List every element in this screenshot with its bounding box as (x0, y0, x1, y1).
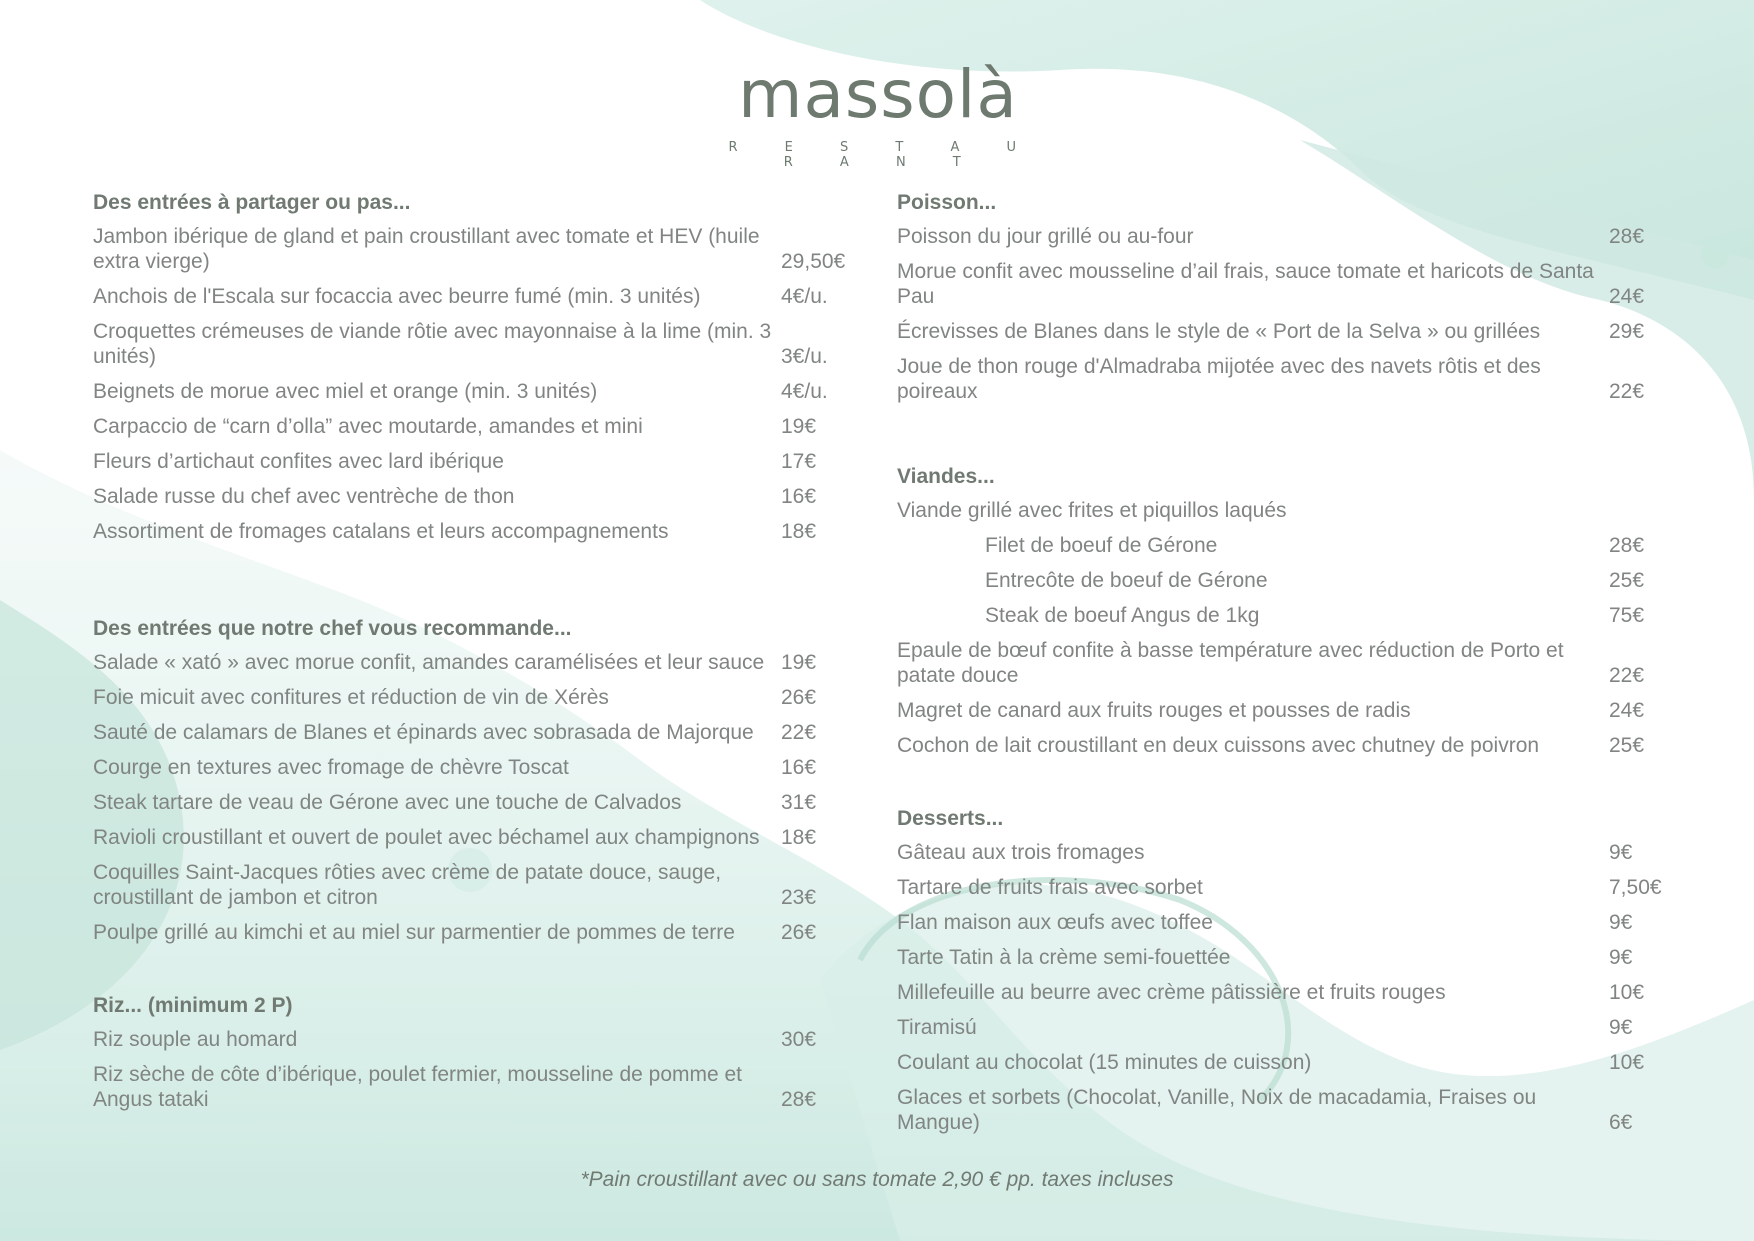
menu-item (93, 319, 853, 369)
menu-section-desserts (897, 806, 1677, 1135)
item-price: 19€ (781, 651, 817, 674)
item-price: 30€ (781, 1028, 817, 1051)
menu-item (93, 379, 853, 404)
item-name: Écrevisses de Blanes dans le style de « Port de la Selva » ou grillées (897, 320, 1541, 343)
item-price: 22€ (781, 721, 817, 744)
item-name: Cochon de lait croustillant en deux cuissons avec chutney de poivron (897, 734, 1540, 757)
footer-note: *Pain croustillant avec ou sans tomate 2,90 € pp. taxes incluses (580, 1168, 1174, 1191)
item-price: 18€ (781, 520, 817, 543)
menu-item (93, 484, 853, 509)
menu-section-chef-starters (93, 616, 853, 945)
item-price: 9€ (1609, 946, 1633, 969)
menu-item (897, 1050, 1677, 1075)
menu-item (93, 720, 853, 745)
menu-item (897, 354, 1677, 404)
section-title: Desserts... (897, 807, 1004, 830)
item-name: Joue de thon rouge d'Almadraba mijotée avec des navets rôtis et des poireaux (897, 355, 1541, 403)
item-name: Gâteau aux trois fromages (897, 841, 1145, 864)
item-name: Epaule de bœuf confite à basse température avec réduction de Porto et patate douce (897, 639, 1564, 687)
item-price: 31€ (781, 791, 817, 814)
item-name: Beignets de morue avec miel et orange (min. 3 unités) (93, 380, 598, 403)
menu-item (897, 319, 1677, 344)
menu-item (93, 414, 853, 439)
item-price: 22€ (1609, 380, 1645, 403)
item-price: 26€ (781, 686, 817, 709)
menu-item (897, 840, 1677, 865)
item-name: Entrecôte de boeuf de Gérone (985, 569, 1268, 592)
spacer (897, 768, 1677, 806)
item-name: Flan maison aux œufs avec toffee (897, 911, 1213, 934)
menu-item (93, 449, 853, 474)
item-price: 9€ (1609, 1016, 1633, 1039)
menu-subitem (897, 603, 1677, 628)
item-price: 24€ (1609, 699, 1645, 722)
item-price: 4€/u. (781, 285, 828, 308)
menu-item (897, 224, 1677, 249)
menu-item (897, 910, 1677, 935)
item-price: 16€ (781, 756, 817, 779)
menu-item (897, 259, 1677, 309)
item-price: 75€ (1609, 604, 1645, 627)
spacer (93, 955, 853, 993)
item-price: 9€ (1609, 911, 1633, 934)
item-name: Anchois de l'Escala sur focaccia avec beurre fumé (min. 3 unités) (93, 285, 701, 308)
item-price: 16€ (781, 485, 817, 508)
menu-item (93, 790, 853, 815)
item-name: Courge en textures avec fromage de chèvre Toscat (93, 756, 569, 779)
item-price: 23€ (781, 886, 817, 909)
item-price: 25€ (1609, 569, 1645, 592)
section-title: Des entrées que notre chef vous recommande... (93, 617, 572, 640)
item-name: Filet de boeuf de Gérone (985, 534, 1218, 557)
menu-item (93, 1062, 853, 1112)
item-name: Fleurs d’artichaut confites avec lard ibérique (93, 450, 504, 473)
item-name: Tarte Tatin à la crème semi-fouettée (897, 946, 1231, 969)
item-price: 7,50€ (1609, 876, 1662, 899)
menu-item (93, 1027, 853, 1052)
item-name: Steak de boeuf Angus de 1kg (985, 604, 1260, 627)
section-title: Des entrées à partager ou pas... (93, 191, 411, 214)
item-price: 29€ (1609, 320, 1645, 343)
menu-item (897, 638, 1677, 688)
item-price: 24€ (1609, 285, 1645, 308)
menu-item (897, 733, 1677, 758)
section-title: Riz... (minimum 2 P) (93, 994, 293, 1017)
menu-section-meats (897, 464, 1677, 758)
item-name: Tartare de fruits frais avec sorbet (897, 876, 1203, 899)
section-title: Viandes... (897, 465, 995, 488)
menu-section-fish (897, 190, 1677, 404)
item-name: Salade « xató » avec morue confit, amandes caramélisées et leur sauce (93, 651, 765, 674)
item-name: Glaces et sorbets (Chocolat, Vanille, Noix de macadamia, Fraises ou Mangue) (897, 1086, 1537, 1134)
menu-item (897, 498, 1677, 523)
menu-subitem (897, 533, 1677, 558)
item-price: 28€ (781, 1088, 817, 1111)
item-price: 25€ (1609, 734, 1645, 757)
item-price: 28€ (1609, 534, 1645, 557)
item-name: Poisson du jour grillé ou au-four (897, 225, 1194, 248)
menu-item (93, 755, 853, 780)
item-name: Viande grillé avec frites et piquillos laqués (897, 499, 1287, 522)
menu-item (93, 650, 853, 675)
item-name: Foie micuit avec confitures et réduction de vin de Xérès (93, 686, 609, 709)
item-price: 10€ (1609, 1051, 1645, 1074)
menu-item (93, 685, 853, 710)
item-price: 10€ (1609, 981, 1645, 1004)
item-name: Jambon ibérique de gland et pain croustillant avec tomate et HEV (huile extra vierge) (93, 225, 760, 273)
item-price: 17€ (781, 450, 817, 473)
item-name: Tiramisú (897, 1016, 977, 1039)
item-price: 3€/u. (781, 345, 828, 368)
item-name: Magret de canard aux fruits rouges et pousses de radis (897, 699, 1411, 722)
menu-section-shared-starters (93, 190, 853, 544)
item-name: Riz sèche de côte d’ibérique, poulet fermier, mousseline de pomme et Angus tataki (93, 1063, 743, 1111)
item-price: 19€ (781, 415, 817, 438)
menu-subitem (897, 568, 1677, 593)
menu-item (93, 920, 853, 945)
item-name: Croquettes crémeuses de viande rôtie avec mayonnaise à la lime (min. 3 unités) (93, 320, 772, 368)
menu-item (93, 519, 853, 544)
menu-item (93, 825, 853, 850)
menu-item (897, 945, 1677, 970)
item-name: Morue confit avec mousseline d’ail frais, sauce tomate et haricots de Santa Pau (897, 260, 1594, 308)
menu-item (93, 860, 853, 910)
item-price: 18€ (781, 826, 817, 849)
item-price: 26€ (781, 921, 817, 944)
menu-section-rice (93, 993, 853, 1112)
item-name: Steak tartare de veau de Gérone avec une touche de Calvados (93, 791, 682, 814)
menu-item (897, 980, 1677, 1005)
section-title: Poisson... (897, 191, 997, 214)
spacer (897, 414, 1677, 464)
menu-item (93, 224, 853, 274)
item-name: Carpaccio de “carn d’olla” avec moutarde, amandes et mini (93, 415, 643, 438)
menu-left-column (93, 190, 853, 1122)
item-price: 28€ (1609, 225, 1645, 248)
item-name: Millefeuille au beurre avec crème pâtissière et fruits rouges (897, 981, 1446, 1004)
item-name: Sauté de calamars de Blanes et épinards avec sobrasada de Majorque (93, 721, 754, 744)
brand-name: massolà (738, 56, 1018, 133)
item-name: Salade russe du chef avec ventrèche de thon (93, 485, 515, 508)
item-name: Coulant au chocolat (15 minutes de cuisson) (897, 1051, 1312, 1074)
item-name: Riz souple au homard (93, 1028, 298, 1051)
menu-item (897, 875, 1677, 900)
item-name: Poulpe grillé au kimchi et au miel sur parmentier de pommes de terre (93, 921, 735, 944)
restaurant-logo (718, 56, 1038, 170)
menu-item (897, 1085, 1677, 1135)
menu-item (897, 698, 1677, 723)
brand-tagline: R E S T A U R A N T (728, 140, 1038, 170)
item-name: Ravioli croustillant et ouvert de poulet avec béchamel aux champignons (93, 826, 760, 849)
menu-item (897, 1015, 1677, 1040)
item-price: 4€/u. (781, 380, 828, 403)
item-name: Coquilles Saint-Jacques rôties avec crème de patate douce, sauge, croustillant de jambon et citron (93, 861, 722, 909)
item-price: 6€ (1609, 1111, 1633, 1134)
item-price: 29,50€ (781, 250, 846, 273)
spacer (93, 554, 853, 616)
menu-item (93, 284, 853, 309)
item-price: 9€ (1609, 841, 1633, 864)
item-name: Assortiment de fromages catalans et leurs accompagnements (93, 520, 669, 543)
item-price: 22€ (1609, 664, 1645, 687)
menu-right-column (897, 190, 1677, 1145)
